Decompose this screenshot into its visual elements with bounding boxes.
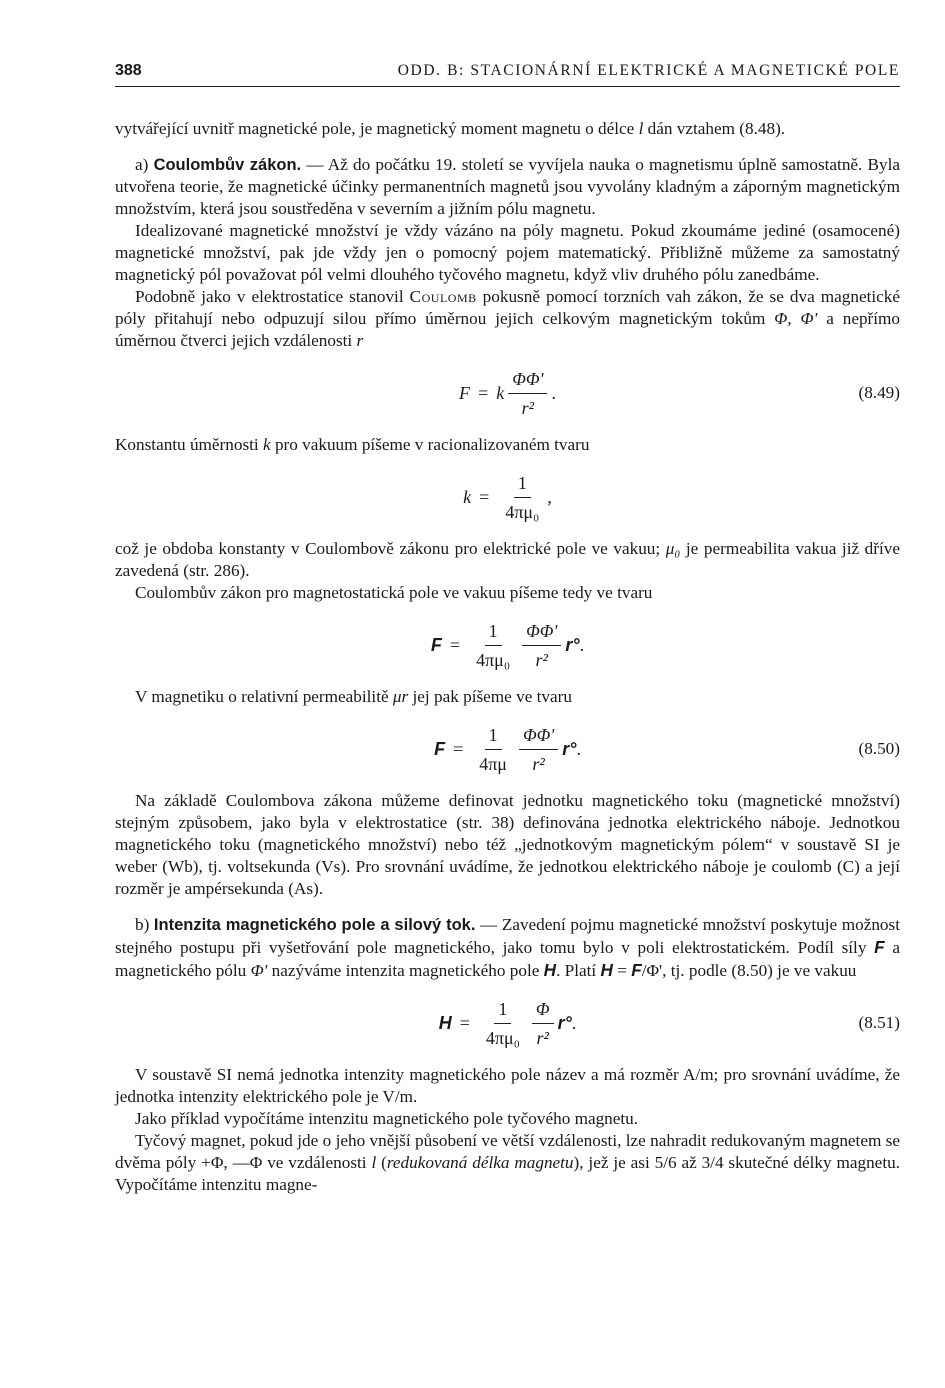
text-run: = bbox=[612, 961, 632, 980]
eq-punct: . bbox=[571, 1013, 577, 1033]
text-run: Podobně jako v elektrostatice stanovil bbox=[135, 287, 410, 306]
paragraph bbox=[115, 434, 900, 456]
paragraph bbox=[115, 582, 900, 604]
math-symbol: H bbox=[600, 960, 613, 980]
fraction bbox=[532, 997, 554, 1050]
text-run: V soustavě SI nemá jednotka intenzity magnetického pole název a má rozměr A/m; pro srovnání uvádíme, že jednotka intenzity elektrického pole je V/m. bbox=[115, 1065, 900, 1106]
eq-lhs: F bbox=[434, 739, 446, 759]
text-run: . Platí bbox=[556, 961, 601, 980]
text-run: jej pak píšeme ve tvaru bbox=[408, 687, 572, 706]
text-run: Idealizované magnetické množství je vždy vázáno na póly magnetu. Pokud zkoumáme jediné (osamocené) magnetické množství, pak jde vždy jen o pomocný pojem matematický. Přibližně můžeme za samostatný magnetický pól považovat pól velmi dlouhého tyčového magnetu, když vliv druhého pólu zanedbáme. bbox=[115, 221, 900, 284]
text-run: — Až do počátku 19. století se vyvíjela nauka o magnetismu úplně samostatně. Byla utvořena teorie, že magnetické účinky permanentních magnetů jsou vyvolány kladným a záporným magnetickým množstvím, která jsou soustředěna v severním a jižním pólu magnetu. bbox=[115, 155, 900, 218]
denominator: r² bbox=[532, 753, 545, 774]
section-label: a) bbox=[135, 155, 154, 174]
eq-lhs: F bbox=[459, 383, 471, 403]
text-run: Coulombův zákon pro magnetostatická pole ve vakuu píšeme tedy ve tvaru bbox=[135, 583, 653, 602]
text-run: nazýváme intenzita magnetického pole bbox=[267, 961, 544, 980]
paragraph-field-intensity bbox=[115, 914, 900, 982]
paragraph bbox=[115, 538, 900, 582]
eq-lhs: k bbox=[463, 487, 472, 507]
eq-operator: = bbox=[449, 635, 461, 655]
text-run: V magnetiku o relativní permeabilitě bbox=[135, 687, 393, 706]
section-heading: Intenzita magnetického pole a silový tok. bbox=[153, 916, 476, 934]
eq-operator: = bbox=[479, 487, 490, 507]
eq-punct: . bbox=[576, 739, 581, 759]
running-head: ODD. B: STACIONÁRNÍ ELEKTRICKÉ A MAGNETICKÉ POLE bbox=[397, 62, 900, 79]
page-header bbox=[115, 62, 900, 87]
paragraph bbox=[115, 1108, 900, 1130]
fraction bbox=[519, 723, 558, 776]
equation-number: (8.51) bbox=[858, 1013, 900, 1032]
text-run: Jako příklad vypočítáme intenzitu magnetického pole tyčového magnetu. bbox=[135, 1109, 639, 1128]
unit-vector: r° bbox=[557, 1013, 572, 1033]
math-symbol: F bbox=[631, 960, 642, 980]
denominator: 4πμ₀ bbox=[505, 501, 540, 522]
fraction bbox=[522, 619, 561, 672]
text-run: pro vakuum píšeme v racionalizovaném tvaru bbox=[270, 435, 590, 454]
math-symbol: H bbox=[543, 960, 557, 980]
numerator: 1 bbox=[485, 723, 502, 750]
body-text bbox=[115, 118, 900, 1196]
denominator: r² bbox=[536, 1027, 549, 1048]
text-run: Konstantu úměrnosti bbox=[115, 435, 263, 454]
numerator: ΦΦ' bbox=[519, 723, 558, 750]
text-run: je permeabilita vakua již dříve zavedená (str. 286). bbox=[115, 539, 900, 580]
text-run: ( bbox=[376, 1153, 387, 1172]
math-symbol: l bbox=[638, 119, 644, 138]
math-symbol: F bbox=[874, 937, 885, 957]
eq-operator: = bbox=[478, 383, 489, 403]
section-label: b) bbox=[135, 915, 154, 934]
denominator: 4πμ bbox=[479, 753, 507, 774]
eq-punct: . bbox=[579, 635, 585, 655]
text-run: a magnetického pólu bbox=[115, 938, 900, 980]
equation-8-49 bbox=[115, 358, 900, 428]
equation-coulomb-vacuum bbox=[115, 610, 900, 680]
equation-8-51 bbox=[115, 988, 900, 1058]
eq-punct: . bbox=[551, 383, 556, 403]
paragraph bbox=[115, 286, 900, 352]
eq-punct: , bbox=[547, 487, 552, 507]
math-symbol: k bbox=[263, 435, 271, 454]
denominator: r² bbox=[521, 397, 535, 418]
text-run: Na základě Coulombova zákona můžeme definovat jednotku magnetického toku (magnetické množství) stejným způsobem, jako byla v elektrostatice (str. 38) definována jednotka elektrického náboje. Jednotkou magnetického toku (magnetického množství) nebo též „jednotkovým magnetickým pólem“ v soustavě SI je weber (Wb), tj. voltsekunda (Vs). Pro srovnání uvádíme, že jednotkou elektrického náboje je coulomb (C) a její rozměr je ampérsekunda (As). bbox=[115, 791, 900, 898]
italic-term: redukovaná délka magnetu bbox=[386, 1153, 574, 1172]
denominator: 4πμ₀ bbox=[476, 649, 511, 670]
math-symbol: Φ, Φ' bbox=[774, 309, 818, 328]
fraction bbox=[508, 367, 547, 420]
numerator: ΦΦ' bbox=[522, 619, 561, 646]
fraction bbox=[482, 997, 524, 1050]
unit-vector: r° bbox=[565, 635, 580, 655]
eq-operator: = bbox=[459, 1013, 470, 1033]
text-run: a nepřímo úměrnou čtverci jejich vzdálenosti bbox=[115, 309, 901, 350]
paragraph bbox=[115, 686, 900, 708]
math-symbol: μ₀ bbox=[665, 539, 681, 558]
text-run: — Zavedení pojmu magnetické množství poskytuje možnost stejného postupu při vyšetřování pole magnetického, jako tomu bylo v poli elektrostatickém. Podíl síly bbox=[115, 915, 900, 957]
text-run: Tyčový magnet, pokud jde o jeho vnější působení ve větší vzdálenosti, lze nahradit redukovaným magnetem se dvěma póly +Φ, —Φ ve vzdálenosti bbox=[115, 1131, 900, 1172]
math-symbol: Φ' bbox=[250, 961, 268, 980]
eq-symbol: k bbox=[496, 383, 505, 403]
text-run: pokusně pomocí torzních vah zákon, že se dva magnetické póly přitahují nebo odpuzují silou přímo úměrnou jejich celkovým magnetickým tokům bbox=[115, 287, 900, 328]
paragraph bbox=[115, 790, 900, 900]
text-run: ), jež je asi 5/6 až 3/4 skutečné délky magnetu. Vypočítáme intenzitu magne- bbox=[115, 1153, 900, 1194]
fraction bbox=[501, 471, 543, 524]
numerator: 1 bbox=[485, 619, 502, 646]
paragraph bbox=[115, 220, 900, 286]
eq-operator: = bbox=[453, 739, 464, 759]
numerator: 1 bbox=[514, 471, 531, 498]
paragraph-coulomb-law bbox=[115, 154, 900, 220]
paragraph bbox=[115, 1130, 900, 1196]
text-run: což je obdoba konstanty v Coulombově zákonu pro elektrické pole ve vakuu; bbox=[115, 539, 666, 558]
math-symbol: l bbox=[371, 1153, 377, 1172]
fraction bbox=[475, 723, 511, 776]
paragraph bbox=[115, 1064, 900, 1108]
equation-number: (8.50) bbox=[858, 739, 900, 758]
numerator: ΦΦ' bbox=[508, 367, 547, 394]
equation-number: (8.49) bbox=[858, 383, 900, 402]
unit-vector: r° bbox=[562, 739, 577, 759]
equation-8-50 bbox=[115, 714, 900, 784]
numerator: Φ bbox=[532, 997, 554, 1024]
denominator: 4πμ₀ bbox=[485, 1027, 520, 1048]
numerator: 1 bbox=[494, 997, 511, 1024]
person-name: Coulomb bbox=[409, 287, 477, 306]
section-heading: Coulombův zákon. bbox=[153, 156, 302, 174]
denominator: r² bbox=[535, 649, 548, 670]
math-symbol: r bbox=[356, 331, 364, 350]
paragraph bbox=[115, 118, 900, 140]
page-number: 388 bbox=[115, 62, 142, 79]
text-run: dán vztahem (8.48). bbox=[643, 119, 786, 138]
equation-k bbox=[115, 462, 900, 532]
eq-lhs: H bbox=[438, 1013, 452, 1033]
text-run: vytvářející uvnitř magnetické pole, je magnetický moment magnetu o délce bbox=[115, 119, 639, 138]
eq-lhs: F bbox=[430, 635, 442, 655]
math-symbol: μr bbox=[392, 687, 409, 706]
text-run: /Φ', tj. podle (8.50) je ve vakuu bbox=[641, 961, 857, 980]
fraction bbox=[472, 619, 514, 672]
